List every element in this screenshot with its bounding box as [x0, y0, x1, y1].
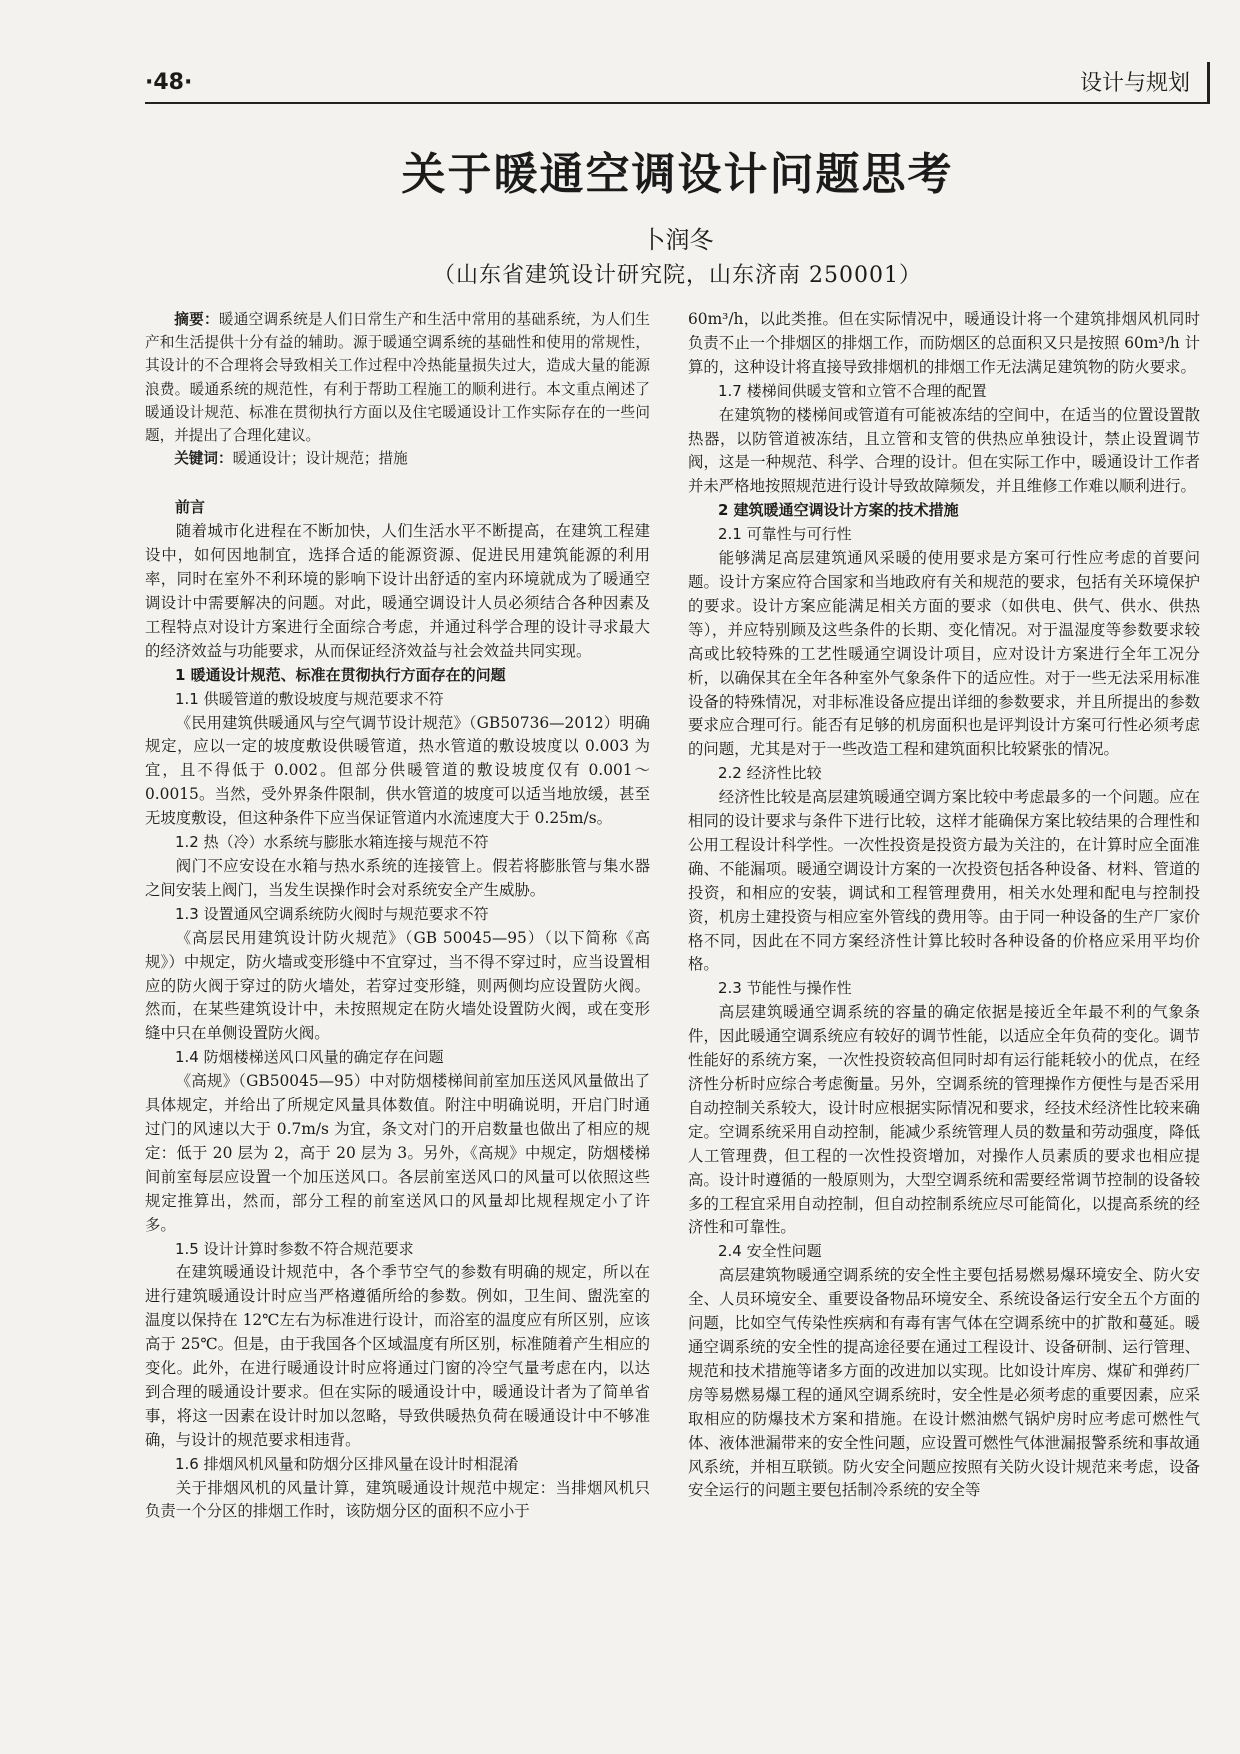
section-label: 设计与规划 [1079, 71, 1190, 96]
subsection-heading: 1.3 设置通风空调系统防火阀时与规范要求不符 [175, 904, 489, 923]
page-header [145, 62, 1210, 104]
subsection-heading: 2.2 经济性比较 [718, 764, 822, 783]
subsection-heading: 1.5 设计计算时参数不符合规范要求 [175, 1239, 414, 1258]
subsection-heading: 1.7 楼梯间供暖支管和立管不合理的配置 [718, 381, 987, 400]
body-paragraph: 60m³/h，以此类推。但在实际情况中，暖通设计将一个建筑排烟风机同时负责不止一个排烟区的排烟工作，而防烟区的总面积又只是按照 60m³/h 计算的，这种设计将直接导致排烟机的排烟工作无法满足建筑物的防火要求。 [688, 310, 1200, 376]
body-paragraph: 《高规》（GB50045—95）中对防烟楼梯间前室加压送风风量做出了具体规定，并给出了所规定风量具体数值。附注中明确说明，开启门时通过门的风速以大于 0.7m/s 为宜，条文对门的开启数量也做出了相应的规定：低于 20 层为 2，高于 20 层为 3。另外，《高规》中规定，防烟楼梯间前室每层应设置一个加压送风口。各层前室送风口的风量可以依照这些规定推算出，然而，部分工程的前室送风口的风量却比规程规定小了许多。 [145, 1072, 650, 1234]
subsection-heading: 1.2 热（冷）水系统与膨胀水箱连接与规范不符 [175, 833, 489, 852]
keywords-text: 暖通设计；设计规范；措施 [232, 450, 408, 468]
header-rule [1207, 62, 1210, 102]
author-affiliation: （山东省建筑设计研究院，山东济南 250001） [433, 263, 922, 288]
subsection-heading: 1.1 供暖管道的敷设坡度与规范要求不符 [175, 689, 444, 708]
abstract-label: 摘要： [174, 311, 219, 328]
article-author: 卜润冬 [641, 226, 714, 254]
abstract-paragraph [145, 308, 650, 447]
abstract-text: 暖通空调系统是人们日常生产和生活中常用的基础系统，为人们生产和生活提供十分有益的辅助。源于暖通空调系统的基础性和使用的常规性，其设计的不合理将会导致相关工作过程中冷热能量损失过大，造成大量的能源浪费。暖通系统的规范性，有利于帮助工程施工的顺利进行。本文重点阐述了暖通设计规范、标准在贯彻执行方面以及住宅暖通设计工作实际存在的一些问题，并提出了合理化建议。 [145, 311, 650, 445]
body-paragraph: 经济性比较是高层建筑暖通空调方案比较中考虑最多的一个问题。应在相同的设计要求与条件下进行比较，这样才能确保方案比较结果的合理性和公用工程设计科学性。一次性投资是投资方最为关注的，在计算时应全面准确、不能漏项。暖通空调设计方案的一次投资包括各种设备、材料、管道的投资，和相应的安装，调试和工程管理费用，相关水处理和配电与控制投资，机房土建投资与相应室外管线的费用等。由于同一种设备的生产厂家价格不同，因此在不同方案经济性计算比较时各种设备的价格应采用平均价格。 [688, 788, 1200, 974]
section-heading: 1 暖通设计规范、标准在贯彻执行方面存在的问题 [175, 665, 506, 684]
body-paragraph: 能够满足高层建筑通风采暖的使用要求是方案可行性应考虑的首要问题。设计方案应符合国家和当地政府有关和规范的要求，包括有关环境保护的要求。设计方案应能满足相关方面的要求（如供电、供气、供水、供热等），并应特别顾及这些条件的长期、变化情况。对于温湿度等参数要求较高或比较特殊的工艺性暖通空调设计项目，应对设计方案进行全年工况分析，以确保其在全年各种室外气象条件下的适应性。对于一些无法采用标准设备的特殊情况，对非标准设备应提出详细的参数要求，并且所提出的参数要求应合理可行。能否有足够的机房面积也是评判设计方案可行性必须考虑的问题，尤其是对于一些改造工程和建筑面积比较紧张的情况。 [688, 549, 1200, 759]
body-paragraph: 随着城市化进程在不断加快，人们生活水平不断提高，在建筑工程建设中，如何因地制宜，选择合适的能源资源、促进民用建筑能源的利用率，同时在室外不利环境的影响下设计出舒适的室内环境就成为了暖通空调设计中需要解决的问题。对此，暖通空调设计人员必须结合各种因素及工程特点对设计方案进行全面综合考虑，并通过科学合理的设计寻求最大的经济效益与功能要求，从而保证经济效益与社会效益共同实现。 [145, 522, 650, 660]
page-number: ·48· [145, 70, 193, 95]
left-body [145, 496, 650, 1524]
keywords-paragraph [145, 447, 650, 470]
section-heading: 2 建筑暖通空调设计方案的技术措施 [718, 501, 959, 520]
body-paragraph: 高层建筑物暖通空调系统的安全性主要包括易燃易爆环境安全、防火安全、人员环境安全、重要设备物品环境安全、系统设备运行安全五个方面的问题，比如空气传染性疾病和有毒有害气体在空调系统中的扩散和蔓延。暖通空调系统的安全性的提高途径要在通过工程设计、设备研制、运行管理、规范和技术措施等诸多方面的改进加以实现。比如设计库房、煤矿和弹药厂房等易燃易爆工程的通风空调系统时，安全性是必须考虑的重要因素，应采取相应的防爆技术方案和措施。在设计燃油燃气锅炉房时应考虑可燃性气体、液体泄漏带来的安全性问题，应设置可燃性气体泄漏报警系统和事故通风系统，并相互联锁。防火安全问题应按照有关防火设计规范来考虑，设备安全运行的问题主要包括制冷系统的安全等 [688, 1266, 1200, 1500]
subsection-heading: 2.4 安全性问题 [718, 1242, 822, 1261]
keywords-label: 关键词： [174, 450, 233, 468]
left-column [145, 308, 650, 1524]
body-paragraph: 关于排烟风机的风量计算，建筑暖通设计规范中规定：当排烟风机只负责一个分区的排烟工作时，该防烟分区的面积不应小于 [145, 1478, 650, 1521]
subsection-heading: 1.4 防烟楼梯送风口风量的确定存在问题 [175, 1048, 444, 1067]
body-paragraph: 在建筑暖通设计规范中，各个季节空气的参数有明确的规定，所以在进行建筑暖通设计时应当严格遵循所给的参数。例如，卫生间、盥洗室的温度以保持在 12℃左右为标准进行设计，而浴室的温度应有所区别，应该高于 25℃。但是，由于我国各个区域温度有所区别，标准随着产生相应的变化。此外，在进行暖通设计时应将通过门窗的冷空气量考虑在内，以达到合理的暖通设计要求。但在实际的暖通设计中，暖通设计者为了简单省事，将这一因素在设计时加以忽略，导致供暖热负荷在暖通设计中不够准确，与设计的规范要求相违背。 [145, 1263, 650, 1449]
body-paragraph: 高层建筑暖通空调系统的容量的确定依据是接近全年最不利的气象条件，因此暖通空调系统应有较好的调节性能，以适应全年负荷的变化。调节性能好的系统方案，一次性投资较高但同时却有运行能耗较小的优点，在经济性分析时应综合考虑衡量。另外，空调系统的管理操作方便性与是否采用自动控制关系较大，设计时应根据实际情况和要求，经技术经济性比较来确定。空调系统采用自动控制，能减少系统管理人员的数量和劳动强度，降低人工管理费，但工程的一次性投资增加，对操作人员素质的要求也相应提高。设计时遵循的一般原则为，大型空调系统和需要经常调节控制的设备较多的工程宜采用自动控制，但自动控制系统应尽可能简化，以提高系统的经济性和可靠性。 [688, 1003, 1200, 1237]
subsection-heading: 1.6 排烟风机风量和防烟分区排风量在设计时相混淆 [175, 1454, 519, 1473]
abstract-block [145, 308, 650, 470]
right-column [688, 308, 1200, 1503]
body-paragraph: 《高层民用建筑设计防火规范》（GB 50045—95）（以下简称《高规》）中规定，防火墙或变形缝中不宜穿过，当不得不穿过时，应当设置相应的防火阀于穿过的防火墙处，若穿过变形缝，则两侧均应设置防火阀。然而，在某些建筑设计中，未按照规定在防火墙处设置防火阀，或在变形缝中只在单侧设置防火阀。 [145, 928, 650, 1043]
subsection-heading: 2.1 可靠性与可行性 [718, 525, 852, 544]
body-paragraph: 在建筑物的楼梯间或管道有可能被冻结的空间中，在适当的位置设置散热器，以防管道被冻结，且立管和支管的供热应单独设计，禁止设置调节阀，这是一种规范、科学、合理的设计。但在实际工作中，暖通设计工作者并未严格地按照规范进行设计导致故障频发，并且维修工作难以顺利进行。 [688, 405, 1200, 496]
subsection-heading: 2.3 节能性与操作性 [718, 979, 852, 998]
body-paragraph: 《民用建筑供暖通风与空气调节设计规范》（GB50736—2012）明确规定，应以一定的坡度敷设供暖管道，热水管道的敷设坡度以 0.003 为宜，且不得低于 0.002。但部分供暖管道的敷设坡度仅有 0.001～0.0015。当然，受外界条件限制，供水管道的坡度可以适当地放缓，甚至无坡度敷设，但这种条件下应当保证管道内水流速度大于 0.25m/s。 [145, 713, 650, 828]
body-paragraph: 阀门不应安设在水箱与热水系统的连接管上。假若将膨胀管与集水器之间安装上阀门，当发生误操作时会对系统安全产生威胁。 [145, 857, 650, 899]
article-title: 关于暖通空调设计问题思考 [401, 149, 954, 200]
section-heading: 前言 [175, 498, 206, 517]
